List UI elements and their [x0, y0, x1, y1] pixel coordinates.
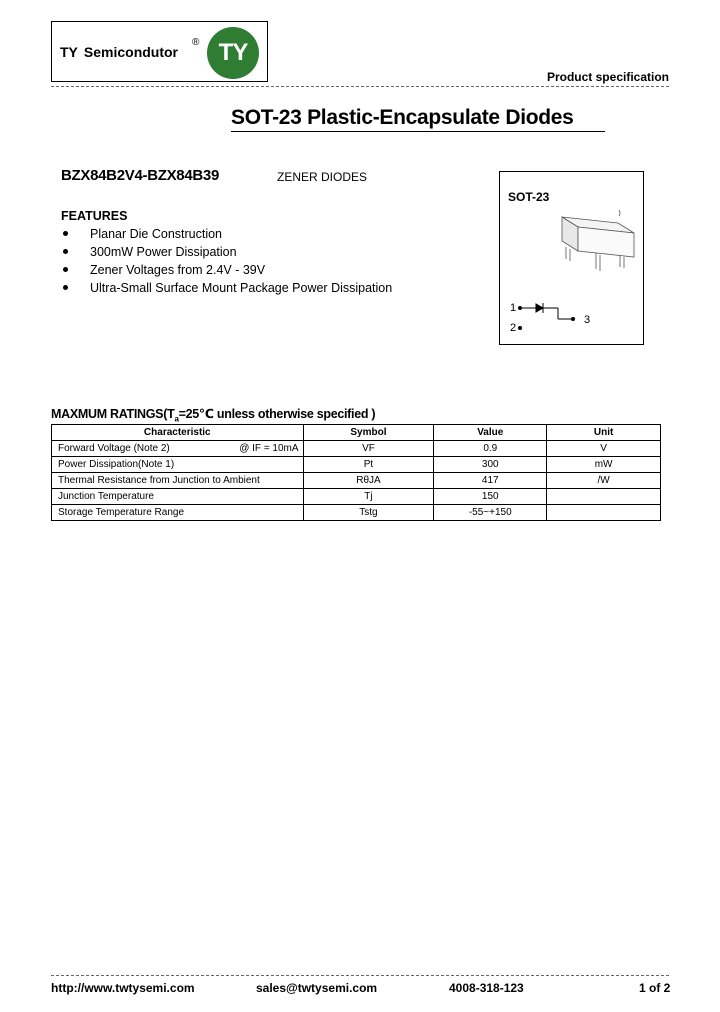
feature-item	[61, 227, 392, 245]
table-header-row	[52, 425, 661, 441]
feature-item	[61, 263, 392, 281]
table-cell: V	[547, 441, 661, 457]
part-type: ZENER DIODES	[277, 170, 368, 184]
pin-1-label: 1	[510, 302, 517, 314]
table-cell	[52, 457, 304, 473]
table-cell: 150	[434, 489, 547, 505]
product-specification-label: Product specification	[546, 70, 669, 84]
header-divider	[51, 86, 669, 87]
column-header: Characteristic	[52, 425, 304, 441]
ratings-table	[51, 424, 661, 521]
table-row	[52, 473, 661, 489]
table-row	[52, 489, 661, 505]
bullet-icon	[63, 285, 68, 290]
bullet-icon	[63, 231, 68, 236]
footer-phone: 4008-318-123	[449, 981, 524, 995]
bullet-icon	[63, 249, 68, 254]
table-cell: 417	[434, 473, 547, 489]
feature-text: Planar Die Construction	[90, 227, 223, 241]
characteristic-text: Power Dissipation(Note 1)	[58, 458, 175, 470]
bullet-icon	[63, 267, 68, 272]
part-number: BZX84B2V4-BZX84B39	[61, 167, 220, 184]
feature-text: 300mW Power Dissipation	[90, 245, 237, 259]
table-cell: VF	[303, 441, 434, 457]
table-cell: -55~+150	[434, 505, 547, 521]
table-cell: Tstg	[303, 505, 434, 521]
registered-mark: ®	[192, 37, 200, 48]
footer-divider	[51, 975, 669, 976]
ratings-heading-sub: a	[174, 414, 179, 424]
ratings-heading-prefix: MAXMUM RATINGS(T	[51, 407, 175, 421]
table-cell: 300	[434, 457, 547, 473]
footer-email-link[interactable]: sales@twtysemi.com	[256, 981, 378, 995]
features-heading: FEATURES	[61, 209, 128, 223]
table-cell	[547, 505, 661, 521]
characteristic-text: Thermal Resistance from Junction to Ambient	[58, 474, 260, 486]
table-cell	[52, 489, 304, 505]
table-cell: Tj	[303, 489, 434, 505]
company-prefix: TY	[60, 44, 78, 60]
package-name: SOT-23	[508, 190, 550, 204]
table-row	[52, 457, 661, 473]
footer-website-link[interactable]: http://www.twtysemi.com	[51, 981, 195, 995]
table-cell	[52, 505, 304, 521]
company-name-text: Semicondutor	[83, 44, 179, 60]
table-cell: mW	[547, 457, 661, 473]
table-cell	[52, 473, 304, 489]
column-header: Symbol	[303, 425, 434, 441]
column-header: Unit	[547, 425, 661, 441]
pin-3-label: 3	[584, 314, 591, 326]
feature-text: Zener Voltages from 2.4V - 39V	[90, 263, 266, 277]
table-cell: Pt	[303, 457, 434, 473]
column-header: Value	[434, 425, 547, 441]
characteristic-text: Storage Temperature Range	[58, 506, 185, 518]
feature-list	[61, 227, 392, 299]
table-row	[52, 505, 661, 521]
sot23-package-icon	[500, 205, 643, 340]
condition-text: @ IF = 10mA	[239, 442, 299, 454]
characteristic-text: Junction Temperature	[58, 490, 154, 502]
table-cell: 0.9	[434, 441, 547, 457]
feature-text: Ultra-Small Surface Mount Package Power Dissipation	[90, 281, 393, 295]
characteristic-text: Forward Voltage (Note 2)	[58, 442, 170, 454]
table-cell: RθJA	[303, 473, 434, 489]
document-title: SOT-23 Plastic-Encapsulate Diodes	[231, 106, 574, 129]
table-cell	[547, 489, 661, 505]
feature-item	[61, 281, 392, 299]
page-number: 1 of 2	[639, 981, 671, 995]
table-cell	[52, 441, 304, 457]
table-cell: /W	[547, 473, 661, 489]
ratings-heading-suffix: =25℃ unless otherwise specified )	[178, 407, 376, 421]
table-row	[52, 441, 661, 457]
ty-logo-icon: TY	[207, 27, 259, 79]
ratings-heading	[51, 406, 375, 424]
company-name	[60, 44, 178, 60]
title-underline	[231, 131, 605, 132]
pin-2-label: 2	[510, 322, 517, 334]
feature-item	[61, 245, 392, 263]
